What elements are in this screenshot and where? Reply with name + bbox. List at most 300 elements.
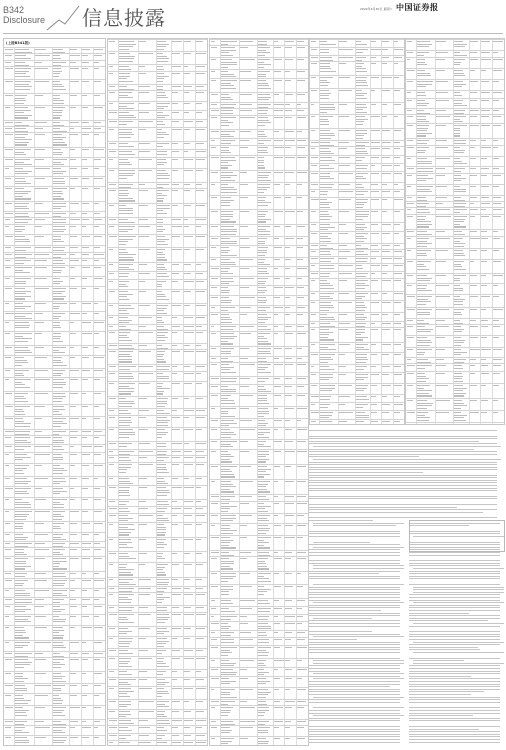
table-cell [258, 408, 268, 409]
table-cell [5, 247, 11, 248]
table-cell [53, 406, 63, 407]
table-cell [184, 539, 192, 540]
table-cell [119, 597, 128, 598]
table-cell [119, 569, 134, 570]
table-cell [417, 100, 425, 101]
table-cell [139, 73, 146, 74]
table-cell [258, 398, 267, 399]
table-row [108, 562, 207, 578]
table-cell [157, 378, 170, 379]
table-cell [53, 637, 63, 638]
table-cell [274, 647, 280, 648]
table-cell [94, 695, 100, 696]
table-cell [53, 336, 61, 337]
table-cell [94, 226, 99, 227]
table-cell [394, 404, 403, 405]
table-cell [258, 672, 268, 673]
table-cell [211, 47, 217, 48]
table-cell [211, 314, 218, 315]
table-cell [311, 302, 315, 303]
table-cell [356, 90, 362, 91]
table-cell [94, 260, 99, 261]
text-line [409, 742, 500, 743]
table-cell [15, 360, 27, 361]
table-cell [157, 170, 166, 171]
table-cell [53, 662, 59, 663]
table-cell [157, 542, 164, 543]
table-cell [311, 396, 319, 397]
table-cell [53, 267, 65, 268]
table-cell [454, 110, 465, 111]
table-cell [356, 283, 365, 284]
table-cell [297, 616, 303, 617]
table-cell [258, 297, 266, 298]
table-cell [258, 165, 264, 166]
table-cell [82, 558, 91, 559]
text-line [313, 459, 501, 460]
table-cell [417, 301, 431, 302]
table-cell [285, 238, 294, 239]
table-cell [15, 543, 32, 544]
table-cell [356, 71, 367, 72]
table-cell [109, 345, 117, 346]
table-cell [119, 383, 135, 384]
table-cell [119, 501, 129, 502]
table-cell [184, 501, 193, 502]
table-cell [157, 582, 170, 583]
table-cell [53, 502, 59, 503]
table-cell [35, 219, 45, 220]
table-cell [258, 503, 264, 504]
table-cell [258, 542, 269, 543]
table-cell [15, 387, 29, 388]
table-cell [15, 593, 30, 594]
table-cell [221, 202, 230, 203]
table-cell [82, 128, 91, 129]
table-cell [221, 611, 235, 612]
table-cell [94, 511, 102, 512]
table-row [4, 625, 105, 641]
table-cell [119, 579, 133, 580]
table-cell [157, 178, 170, 179]
table-cell [481, 41, 490, 42]
table-cell [15, 313, 32, 314]
table-cell [221, 484, 233, 485]
table-cell [311, 41, 316, 42]
table-cell [139, 451, 153, 452]
text-line [409, 605, 500, 606]
table-cell [258, 381, 265, 382]
table-cell [94, 203, 99, 204]
table-cell [82, 68, 88, 69]
table-cell [407, 81, 413, 82]
table-cell [211, 307, 215, 308]
table-cell [258, 576, 264, 577]
table-cell [297, 525, 305, 526]
table-cell [211, 110, 219, 111]
table-cell [394, 421, 400, 422]
table-cell [297, 104, 301, 105]
table-cell [454, 405, 467, 406]
table-cell [15, 208, 29, 209]
table-cell [94, 370, 103, 371]
table-cell [53, 236, 61, 237]
table-cell [382, 63, 387, 64]
table-cell [15, 49, 29, 50]
table-cell [157, 286, 163, 287]
table-cell [15, 681, 23, 682]
table-cell [274, 678, 281, 679]
table-cell [139, 121, 153, 122]
table-cell [109, 524, 113, 525]
table-cell [15, 283, 26, 284]
table-cell [320, 207, 329, 208]
table-cell [139, 159, 152, 160]
table-cell [493, 175, 501, 176]
table-cell [258, 697, 266, 698]
table-cell [53, 576, 65, 577]
table-cell [119, 154, 135, 155]
table-cell [297, 573, 301, 574]
table-cell [407, 70, 415, 71]
table-cell [196, 383, 202, 384]
table-cell [258, 52, 270, 53]
text-line [409, 678, 500, 679]
table-row [108, 168, 207, 183]
table-cell [371, 104, 376, 105]
table-cell [454, 81, 463, 82]
table-cell [258, 715, 264, 716]
table-cell [53, 137, 66, 138]
table-cell [356, 293, 368, 294]
table-cell [382, 104, 386, 105]
table-cell [119, 103, 134, 104]
table-cell [285, 41, 294, 42]
table-cell [285, 71, 290, 72]
table-cell [274, 41, 279, 42]
table-cell [258, 663, 264, 664]
table-cell [82, 523, 90, 524]
table-cell [94, 219, 102, 220]
table-row [310, 209, 404, 223]
table-cell [221, 319, 232, 320]
table-cell [240, 408, 248, 409]
table-cell [481, 110, 490, 111]
table-cell [407, 326, 413, 327]
table-cell [417, 152, 425, 153]
table-cell [94, 81, 101, 82]
table-cell [70, 219, 80, 220]
table-cell [407, 125, 413, 126]
table-cell [53, 593, 61, 594]
table-cell [297, 496, 306, 497]
table-cell [157, 134, 170, 135]
table-cell [157, 619, 169, 620]
table-cell [157, 727, 164, 728]
table-cell [258, 400, 267, 401]
table-cell [436, 81, 448, 82]
table-cell [211, 466, 218, 467]
table-cell [15, 68, 31, 69]
table-cell [339, 148, 347, 149]
table-cell [454, 243, 465, 244]
table-cell [139, 205, 149, 206]
table-cell [94, 465, 103, 466]
table-cell [417, 238, 429, 239]
table-row [108, 462, 207, 477]
table-cell [172, 614, 180, 615]
text-line [409, 739, 500, 740]
text-line [309, 490, 497, 491]
table-cell [53, 181, 65, 182]
table-cell [221, 683, 230, 684]
table-cell [157, 369, 169, 370]
table-cell [82, 49, 90, 50]
table-cell [15, 260, 31, 261]
table-cell [35, 627, 46, 628]
table-cell [172, 249, 181, 250]
table-cell [417, 390, 432, 391]
table-cell [70, 393, 79, 394]
table-cell [320, 173, 330, 174]
text-line [409, 684, 500, 685]
table-row [4, 132, 105, 148]
table-cell [221, 503, 229, 504]
table-row [4, 735, 105, 746]
table-cell [184, 236, 193, 237]
table-cell [5, 379, 9, 380]
table-cell [184, 317, 193, 318]
table-cell [221, 184, 228, 185]
table-cell [221, 432, 234, 433]
table-cell [172, 264, 178, 265]
text-line [309, 456, 419, 457]
table-cell [285, 451, 295, 452]
table-cell [356, 148, 365, 149]
table-cell [5, 558, 11, 559]
table-cell [356, 374, 368, 375]
table-cell [15, 504, 31, 505]
table-cell [454, 140, 466, 141]
table-cell [285, 441, 292, 442]
table-cell [94, 616, 99, 617]
table-cell [356, 310, 365, 311]
table-cell [356, 98, 367, 99]
table-cell [436, 41, 445, 42]
table-cell [417, 266, 426, 267]
table-cell [35, 168, 50, 169]
table-cell [221, 238, 230, 239]
table-cell [356, 332, 364, 333]
table-cell [15, 173, 28, 174]
table-cell [94, 149, 104, 150]
text-line [413, 587, 504, 588]
table-cell [417, 95, 427, 96]
table-cell [297, 408, 307, 409]
table-cell [339, 329, 348, 330]
table-cell [15, 552, 24, 553]
table-cell [82, 134, 89, 135]
table-cell [5, 347, 12, 348]
table-cell [221, 530, 237, 531]
table-cell [109, 383, 114, 384]
table-cell [221, 411, 228, 412]
table-cell [221, 416, 235, 417]
table-cell [417, 349, 432, 350]
table-cell [157, 574, 166, 575]
table-cell [454, 340, 464, 341]
table-cell [339, 344, 350, 345]
table-cell [157, 151, 168, 152]
table-cell [371, 157, 379, 158]
newspaper-logo: 中国证券报 [396, 2, 439, 12]
table-cell [157, 417, 167, 418]
table-cell [196, 688, 206, 689]
table-cell [157, 671, 166, 672]
table-cell [184, 92, 189, 93]
table-cell [221, 381, 236, 382]
table-cell [285, 647, 291, 648]
table-cell [94, 128, 101, 129]
table-cell [211, 537, 219, 538]
table-cell [35, 737, 46, 738]
table-cell [470, 296, 478, 297]
table-cell [356, 238, 366, 239]
table-cell [274, 466, 280, 467]
table-cell [53, 171, 65, 172]
table-cell [15, 499, 22, 500]
table-cell [172, 86, 181, 87]
table-cell [407, 296, 415, 297]
table-cell [394, 77, 399, 78]
text-line [409, 618, 500, 619]
table-cell [109, 66, 113, 67]
table-cell [394, 199, 403, 200]
table-cell [35, 49, 46, 50]
table-cell [417, 86, 426, 87]
table-cell [15, 115, 32, 116]
table-cell [196, 351, 206, 352]
table-cell [157, 340, 166, 341]
table-cell [94, 573, 99, 574]
text-line [309, 729, 400, 730]
table-cell [119, 663, 128, 664]
table-cell [119, 359, 132, 360]
table-cell [221, 632, 235, 633]
table-cell [184, 291, 190, 292]
text-line [309, 713, 400, 714]
table-cell [221, 310, 228, 311]
table-cell [493, 70, 501, 71]
table-cell [157, 569, 163, 570]
table-cell [356, 116, 364, 117]
table-row [210, 705, 308, 720]
table-cell [394, 354, 402, 355]
table-cell [184, 735, 191, 736]
table-cell [94, 188, 100, 189]
section-english-title: Disclosure [3, 15, 46, 25]
table-cell [470, 92, 477, 93]
table-cell [119, 437, 129, 438]
table-cell [221, 511, 228, 512]
table-cell [356, 173, 368, 174]
table-cell [258, 506, 271, 507]
table-cell [285, 623, 294, 624]
table-cell [320, 148, 329, 149]
text-line [409, 565, 500, 566]
table-cell [470, 158, 476, 159]
table-cell [82, 149, 89, 150]
table-cell [258, 250, 267, 251]
table-cell [82, 333, 92, 334]
table-cell [119, 735, 131, 736]
table-cell [454, 342, 464, 343]
table-cell [356, 407, 363, 408]
table-cell [157, 650, 166, 651]
table-cell [119, 366, 136, 367]
table-cell [119, 742, 130, 743]
table-cell [82, 431, 92, 432]
text-line [309, 676, 400, 677]
table-cell [221, 241, 237, 242]
table-cell [53, 239, 61, 240]
table-cell [274, 358, 279, 359]
table-cell [5, 543, 10, 544]
table-cell [15, 437, 30, 438]
table-cell [35, 203, 42, 204]
table-cell [211, 333, 216, 334]
table-cell [221, 216, 233, 217]
table-cell [356, 379, 364, 380]
table-cell [417, 243, 432, 244]
text-line [309, 520, 373, 521]
table-cell [221, 635, 232, 636]
table-cell [157, 443, 166, 444]
table-cell [172, 190, 178, 191]
table-cell [417, 415, 426, 416]
table-cell [371, 273, 375, 274]
table-cell [196, 264, 201, 265]
table-cell [454, 381, 463, 382]
table-cell [221, 167, 229, 168]
table-cell [470, 110, 479, 111]
table-cell [454, 95, 462, 96]
table-cell [356, 236, 364, 237]
table-cell [5, 523, 10, 524]
table-cell [454, 150, 465, 151]
table-cell [139, 735, 149, 736]
table-cell [356, 359, 368, 360]
table-cell [5, 685, 13, 686]
table-cell [15, 627, 24, 628]
table-cell [454, 216, 467, 217]
table-cell [196, 487, 201, 488]
table-cell [53, 316, 61, 317]
table-cell [157, 527, 167, 528]
table-cell [157, 351, 165, 352]
table-cell [184, 508, 192, 509]
table-cell [311, 374, 316, 375]
table-cell [35, 478, 48, 479]
table-cell [297, 238, 303, 239]
table-cell [119, 356, 132, 357]
table-cell [70, 134, 78, 135]
table-cell [119, 226, 135, 227]
table-cell [157, 132, 166, 133]
table-cell [94, 659, 100, 660]
table-cell [320, 354, 335, 355]
table-cell [172, 720, 182, 721]
